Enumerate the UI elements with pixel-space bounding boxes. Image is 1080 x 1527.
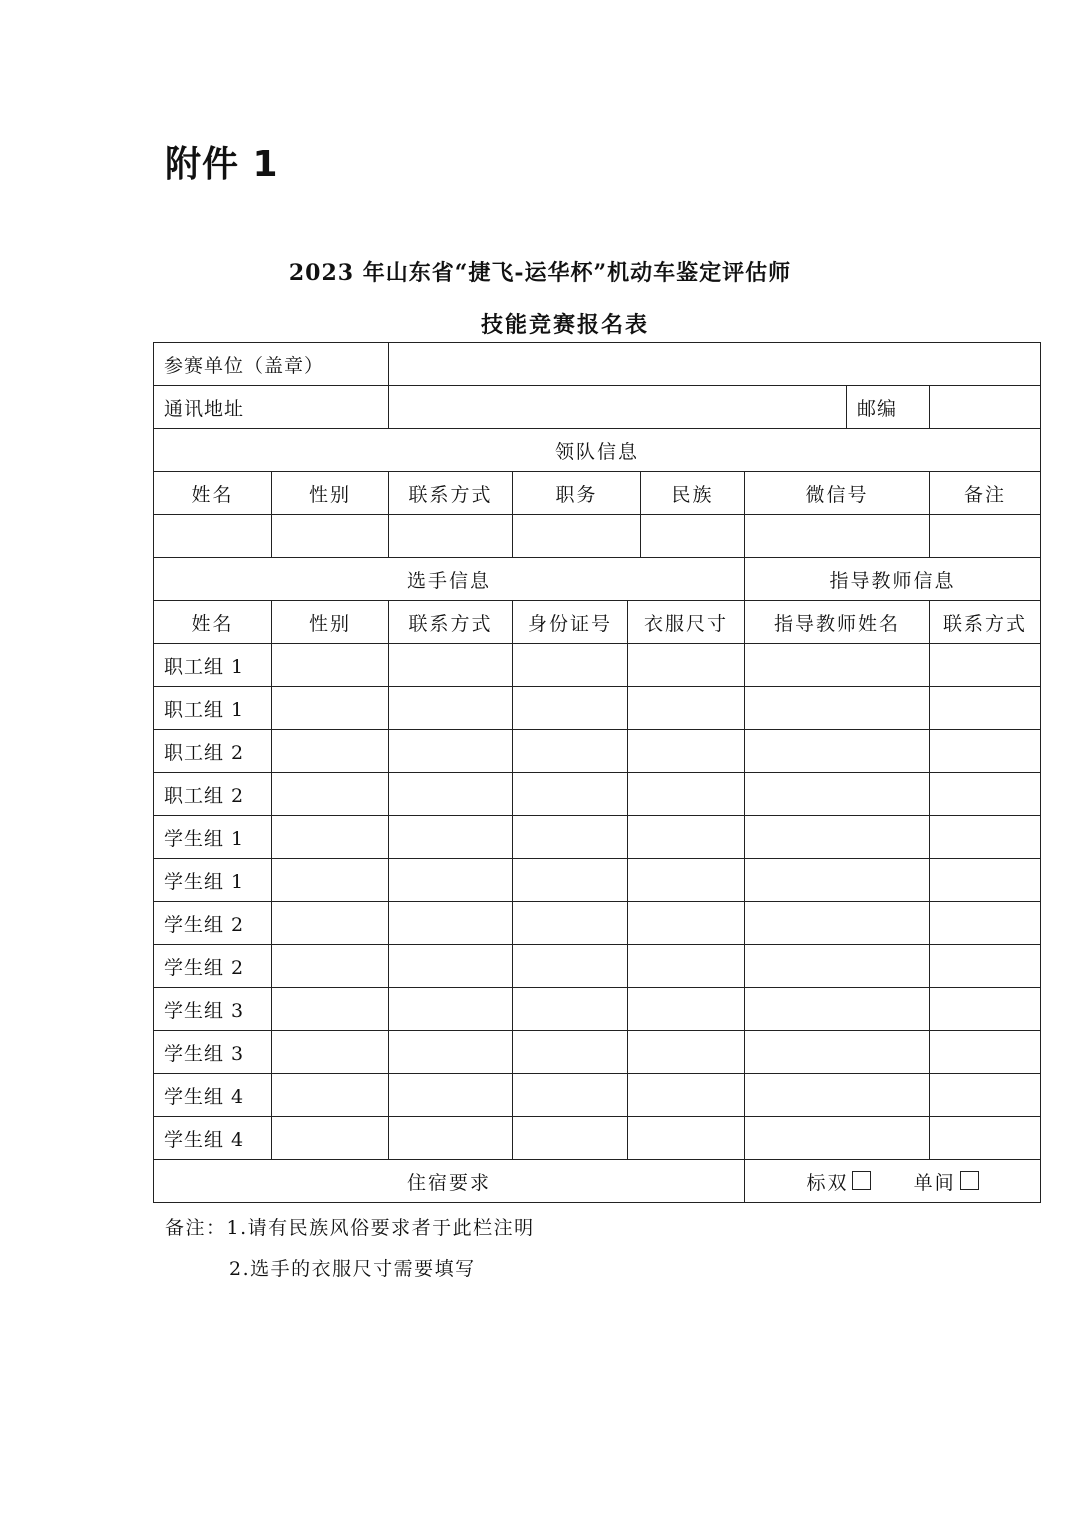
teacher-name-field[interactable] [745,644,930,687]
leader-header-name: 姓名 [154,472,272,515]
teacher-contact-field[interactable] [930,644,1041,687]
player-group-label: 职工组 1 [154,644,272,687]
unit-label: 参赛单位（盖章） [154,343,389,386]
teacher-contact-field[interactable] [930,1031,1041,1074]
player-id-field[interactable] [513,1117,628,1160]
player-row [154,902,1041,945]
player-row [154,988,1041,1031]
player-section-row [154,558,1041,601]
player-rows [154,644,1041,1160]
player-gender-field[interactable] [272,1031,389,1074]
player-size-field[interactable] [628,1117,745,1160]
postcode-field[interactable] [930,386,1041,429]
leader-section-title: 领队信息 [154,429,1041,472]
player-contact-field[interactable] [389,730,513,773]
leader-wechat-field[interactable] [745,515,930,558]
player-gender-field[interactable] [272,644,389,687]
player-header-row [154,601,1041,644]
player-row [154,945,1041,988]
player-gender-field[interactable] [272,902,389,945]
player-size-field[interactable] [628,816,745,859]
player-id-field[interactable] [513,1074,628,1117]
teacher-contact-field[interactable] [930,773,1041,816]
player-row [154,644,1041,687]
player-id-field[interactable] [513,730,628,773]
player-header-contact: 联系方式 [389,601,513,644]
player-contact-field[interactable] [389,988,513,1031]
player-row [154,1117,1041,1160]
player-row [154,730,1041,773]
player-id-field[interactable] [513,687,628,730]
teacher-name-field[interactable] [745,687,930,730]
leader-ethnicity-field[interactable] [641,515,745,558]
player-row [154,687,1041,730]
player-header-gender: 性别 [272,601,389,644]
teacher-contact-field[interactable] [930,945,1041,988]
player-group-label: 职工组 2 [154,730,272,773]
leader-name-field[interactable] [154,515,272,558]
player-size-field[interactable] [628,1031,745,1074]
player-section-title: 选手信息 [154,558,745,601]
player-group-label: 学生组 2 [154,902,272,945]
player-header-name: 姓名 [154,601,272,644]
player-size-field[interactable] [628,945,745,988]
player-contact-field[interactable] [389,816,513,859]
teacher-section-title: 指导教师信息 [745,558,1041,601]
teacher-name-field[interactable] [745,816,930,859]
form-title-line1: 2023 年山东省“捷飞-运华杯”机动车鉴定评估师 [288,260,792,286]
leader-position-field[interactable] [513,515,641,558]
player-gender-field[interactable] [272,816,389,859]
player-contact-field[interactable] [389,1074,513,1117]
teacher-name-field[interactable] [745,1031,930,1074]
teacher-contact-field[interactable] [930,1117,1041,1160]
player-group-label: 学生组 4 [154,1117,272,1160]
player-group-label: 学生组 3 [154,988,272,1031]
teacher-contact-field[interactable] [930,1074,1041,1117]
player-size-field[interactable] [628,859,745,902]
lodging-row [154,1160,1041,1203]
player-gender-field[interactable] [272,1117,389,1160]
address-field[interactable] [389,386,847,429]
notes [165,1208,535,1290]
player-id-field[interactable] [513,945,628,988]
option-double-label: 标双 [806,1171,849,1194]
player-header-clothing-size: 衣服尺寸 [628,601,745,644]
teacher-contact-field[interactable] [930,988,1041,1031]
teacher-contact-field[interactable] [930,902,1041,945]
player-size-field[interactable] [628,902,745,945]
unit-row [154,343,1041,386]
player-id-field[interactable] [513,773,628,816]
teacher-contact-field[interactable] [930,816,1041,859]
teacher-name-field[interactable] [745,859,930,902]
player-gender-field[interactable] [272,988,389,1031]
lodging-label: 住宿要求 [154,1160,745,1203]
postcode-label: 邮编 [847,386,930,429]
option-double-checkbox[interactable] [852,1171,871,1190]
leader-header-remarks: 备注 [930,472,1041,515]
player-id-field[interactable] [513,902,628,945]
player-row [154,816,1041,859]
player-group-label: 职工组 1 [154,687,272,730]
player-group-label: 职工组 2 [154,773,272,816]
player-id-field[interactable] [513,859,628,902]
player-row [154,1031,1041,1074]
teacher-name-field[interactable] [745,988,930,1031]
player-group-label: 学生组 1 [154,816,272,859]
leader-remarks-field[interactable] [930,515,1041,558]
player-id-field[interactable] [513,816,628,859]
player-group-label: 学生组 2 [154,945,272,988]
player-contact-field[interactable] [389,859,513,902]
option-single-checkbox[interactable] [960,1171,979,1190]
player-group-label: 学生组 1 [154,859,272,902]
teacher-contact-field[interactable] [930,859,1041,902]
lodging-options [745,1160,1041,1203]
leader-header-ethnicity: 民族 [641,472,745,515]
player-size-field[interactable] [628,773,745,816]
registration-form [153,342,1040,1195]
player-id-field[interactable] [513,1031,628,1074]
option-single-label: 单间 [913,1171,956,1194]
player-size-field[interactable] [628,988,745,1031]
player-contact-field[interactable] [389,644,513,687]
teacher-contact-field[interactable] [930,687,1041,730]
player-contact-field[interactable] [389,902,513,945]
note-line-2: 2.选手的衣服尺寸需要填写 [229,1258,476,1280]
player-gender-field[interactable] [272,1074,389,1117]
player-row [154,1074,1041,1117]
attachment-label: 附件 1 [165,144,279,185]
leader-section-row [154,429,1041,472]
teacher-name-field[interactable] [745,1117,930,1160]
teacher-header-contact: 联系方式 [930,601,1041,644]
leader-gender-field[interactable] [272,515,389,558]
player-size-field[interactable] [628,730,745,773]
player-gender-field[interactable] [272,730,389,773]
player-header-id-number: 身份证号 [513,601,628,644]
player-contact-field[interactable] [389,687,513,730]
teacher-name-field[interactable] [745,902,930,945]
unit-field[interactable] [389,343,1041,386]
player-row [154,859,1041,902]
player-gender-field[interactable] [272,687,389,730]
player-size-field[interactable] [628,687,745,730]
player-id-field[interactable] [513,644,628,687]
leader-header-contact: 联系方式 [389,472,513,515]
address-label: 通讯地址 [154,386,389,429]
player-contact-field[interactable] [389,1117,513,1160]
player-gender-field[interactable] [272,945,389,988]
leader-contact-field[interactable] [389,515,513,558]
teacher-name-field[interactable] [745,773,930,816]
leader-header-position: 职务 [513,472,641,515]
player-id-field[interactable] [513,988,628,1031]
player-contact-field[interactable] [389,773,513,816]
leader-header-gender: 性别 [272,472,389,515]
teacher-name-field[interactable] [745,1074,930,1117]
address-row [154,386,1041,429]
player-gender-field[interactable] [272,773,389,816]
player-group-label: 学生组 4 [154,1074,272,1117]
form-title-line2: 技能竞赛报名表 [480,312,649,338]
player-gender-field[interactable] [272,859,389,902]
teacher-name-field[interactable] [745,730,930,773]
player-contact-field[interactable] [389,1031,513,1074]
leader-header-wechat: 微信号 [745,472,930,515]
player-size-field[interactable] [628,644,745,687]
teacher-name-field[interactable] [745,945,930,988]
teacher-contact-field[interactable] [930,730,1041,773]
teacher-header-name: 指导教师姓名 [745,601,930,644]
leader-header-row [154,472,1041,515]
leader-input-row [154,515,1041,558]
player-size-field[interactable] [628,1074,745,1117]
note-line-1: 备注：1.请有民族风俗要求者于此栏注明 [165,1217,535,1239]
registration-table [153,342,1041,1203]
player-group-label: 学生组 3 [154,1031,272,1074]
player-row [154,773,1041,816]
player-contact-field[interactable] [389,945,513,988]
